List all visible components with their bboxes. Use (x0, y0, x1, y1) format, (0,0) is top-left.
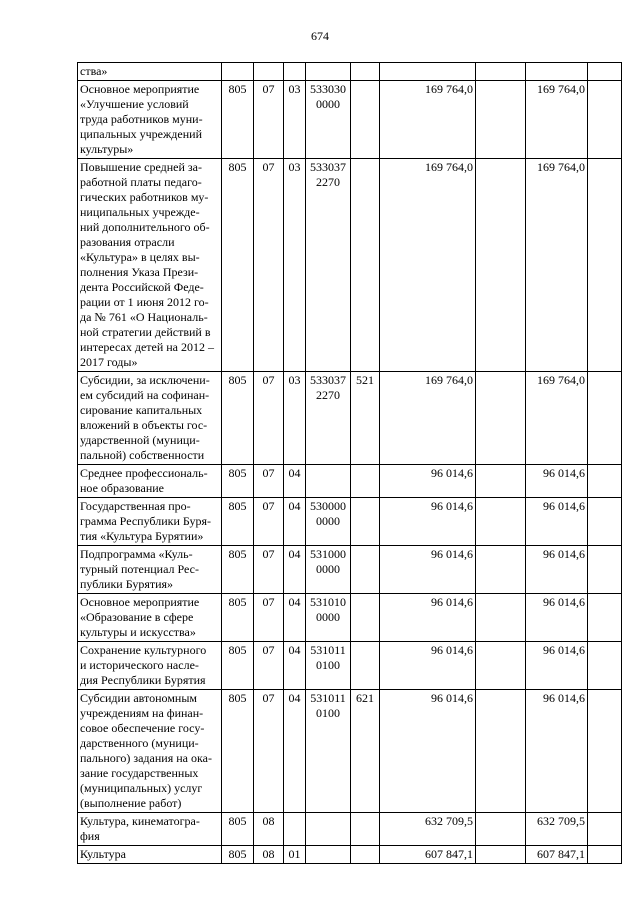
amount-total: 632 709,5 (380, 813, 476, 846)
expense-type-code (351, 846, 380, 864)
subsection-code: 03 (284, 81, 306, 159)
amount-total: 96 014,6 (380, 594, 476, 642)
row-name: Субсидии, за исключени- ем субсидий на софинан- сирование капитальных вложений в объекты гос- ударственной (муници- пальной) собственности (78, 372, 222, 465)
section-code: 07 (254, 690, 284, 813)
row-name: ства» (78, 63, 222, 81)
amount-col-2 (476, 81, 526, 159)
table-row (78, 642, 622, 690)
section-code (254, 63, 284, 81)
table-row (78, 498, 622, 546)
section-code: 07 (254, 372, 284, 465)
amount-col-4 (588, 846, 622, 864)
amount-col-2 (476, 690, 526, 813)
row-name: Сохранение культурного и исторического насле- дия Республики Бурятия (78, 642, 222, 690)
subsection-code: 03 (284, 159, 306, 372)
page-number: 674 (311, 29, 329, 43)
target-article-code (306, 63, 351, 81)
row-name: Основное мероприятие «Образование в сфере культуры и искусства» (78, 594, 222, 642)
row-name: Государственная про- грамма Республики Буря- тия «Культура Бурятии» (78, 498, 222, 546)
table-row (78, 81, 622, 159)
subsection-code: 04 (284, 594, 306, 642)
amount-col-3: 96 014,6 (526, 642, 588, 690)
subsection-code: 04 (284, 546, 306, 594)
table-row (78, 546, 622, 594)
section-code: 08 (254, 813, 284, 846)
subsection-code: 04 (284, 498, 306, 546)
expense-type-code: 521 (351, 372, 380, 465)
ved-code: 805 (222, 546, 254, 594)
target-article-code (306, 846, 351, 864)
amount-col-3: 96 014,6 (526, 465, 588, 498)
amount-col-4 (588, 63, 622, 81)
expense-type-code (351, 159, 380, 372)
section-code: 08 (254, 846, 284, 864)
amount-col-3: 169 764,0 (526, 159, 588, 372)
row-name: Повышение средней за- работной платы педаго- гических работников му- ниципальных учрежде- ний дополнительного об- разования отрасли «Культура» в целях вы- полнения Указа Прези- дента Российской Феде- рации от 1 июня 2012 го- да № 761 «О Националь- ной стратегии действий в интересах детей на 2012 – 2017 годы» (78, 159, 222, 372)
expense-type-code (351, 642, 380, 690)
ved-code: 805 (222, 465, 254, 498)
subsection-code: 01 (284, 846, 306, 864)
table-row (78, 690, 622, 813)
section-code: 07 (254, 465, 284, 498)
amount-col-3: 169 764,0 (526, 81, 588, 159)
amount-total: 96 014,6 (380, 465, 476, 498)
subsection-code: 04 (284, 465, 306, 498)
ved-code: 805 (222, 498, 254, 546)
table-row (78, 594, 622, 642)
ved-code: 805 (222, 81, 254, 159)
amount-total: 96 014,6 (380, 546, 476, 594)
target-article-code: 531000 0000 (306, 546, 351, 594)
row-name: Основное мероприятие «Улучшение условий труда работников муни- ципальных учреждений культуры» (78, 81, 222, 159)
amount-col-4 (588, 498, 622, 546)
section-code: 07 (254, 81, 284, 159)
amount-col-4 (588, 813, 622, 846)
amount-col-3: 96 014,6 (526, 498, 588, 546)
target-article-code (306, 813, 351, 846)
amount-col-2 (476, 813, 526, 846)
amount-col-4 (588, 642, 622, 690)
subsection-code: 04 (284, 690, 306, 813)
target-article-code: 530000 0000 (306, 498, 351, 546)
expense-type-code (351, 63, 380, 81)
amount-total: 607 847,1 (380, 846, 476, 864)
amount-col-2 (476, 846, 526, 864)
budget-table (77, 62, 622, 864)
amount-col-2 (476, 498, 526, 546)
section-code: 07 (254, 498, 284, 546)
ved-code: 805 (222, 642, 254, 690)
ved-code: 805 (222, 372, 254, 465)
amount-col-4 (588, 594, 622, 642)
table-row (78, 846, 622, 864)
amount-col-3: 96 014,6 (526, 690, 588, 813)
table-row (78, 465, 622, 498)
subsection-code (284, 63, 306, 81)
expense-type-code (351, 498, 380, 546)
amount-col-4 (588, 546, 622, 594)
amount-col-2 (476, 594, 526, 642)
amount-col-3: 169 764,0 (526, 372, 588, 465)
section-code: 07 (254, 546, 284, 594)
expense-type-code (351, 594, 380, 642)
row-name: Культура (78, 846, 222, 864)
expense-type-code (351, 81, 380, 159)
table-row (78, 813, 622, 846)
amount-col-3: 607 847,1 (526, 846, 588, 864)
row-name: Среднее профессиональ- ное образование (78, 465, 222, 498)
ved-code (222, 63, 254, 81)
amount-total: 169 764,0 (380, 159, 476, 372)
amount-col-4 (588, 372, 622, 465)
target-article-code: 531010 0000 (306, 594, 351, 642)
expense-type-code (351, 546, 380, 594)
amount-total: 169 764,0 (380, 372, 476, 465)
amount-col-4 (588, 690, 622, 813)
amount-col-2 (476, 465, 526, 498)
table-row (78, 372, 622, 465)
target-article-code: 533030 0000 (306, 81, 351, 159)
ved-code: 805 (222, 846, 254, 864)
ved-code: 805 (222, 594, 254, 642)
amount-col-2 (476, 372, 526, 465)
section-code: 07 (254, 159, 284, 372)
expense-type-code: 621 (351, 690, 380, 813)
subsection-code: 04 (284, 642, 306, 690)
amount-col-2 (476, 159, 526, 372)
amount-col-2 (476, 642, 526, 690)
expense-type-code (351, 465, 380, 498)
target-article-code (306, 465, 351, 498)
table-row (78, 63, 622, 81)
ved-code: 805 (222, 690, 254, 813)
section-code: 07 (254, 642, 284, 690)
target-article-code: 533037 2270 (306, 159, 351, 372)
ved-code: 805 (222, 159, 254, 372)
amount-col-2 (476, 63, 526, 81)
table-row (78, 159, 622, 372)
amount-total: 96 014,6 (380, 642, 476, 690)
amount-total: 96 014,6 (380, 690, 476, 813)
ved-code: 805 (222, 813, 254, 846)
amount-total (380, 63, 476, 81)
amount-col-4 (588, 81, 622, 159)
section-code: 07 (254, 594, 284, 642)
amount-col-3: 632 709,5 (526, 813, 588, 846)
target-article-code: 531011 0100 (306, 642, 351, 690)
target-article-code: 531011 0100 (306, 690, 351, 813)
row-name: Субсидии автономным учреждениям на финан- совое обеспечение госу- дарственного (муници- пального) задания на ока- зание государственных (муниципальных) услуг (выполнение работ) (78, 690, 222, 813)
amount-col-4 (588, 159, 622, 372)
row-name: Культура, кинематогра- фия (78, 813, 222, 846)
amount-col-3 (526, 63, 588, 81)
row-name: Подпрограмма «Куль- турный потенциал Рес- публики Бурятия» (78, 546, 222, 594)
amount-col-3: 96 014,6 (526, 594, 588, 642)
amount-total: 96 014,6 (380, 498, 476, 546)
subsection-code: 03 (284, 372, 306, 465)
amount-total: 169 764,0 (380, 81, 476, 159)
amount-col-4 (588, 465, 622, 498)
target-article-code: 533037 2270 (306, 372, 351, 465)
subsection-code (284, 813, 306, 846)
amount-col-2 (476, 546, 526, 594)
amount-col-3: 96 014,6 (526, 546, 588, 594)
expense-type-code (351, 813, 380, 846)
